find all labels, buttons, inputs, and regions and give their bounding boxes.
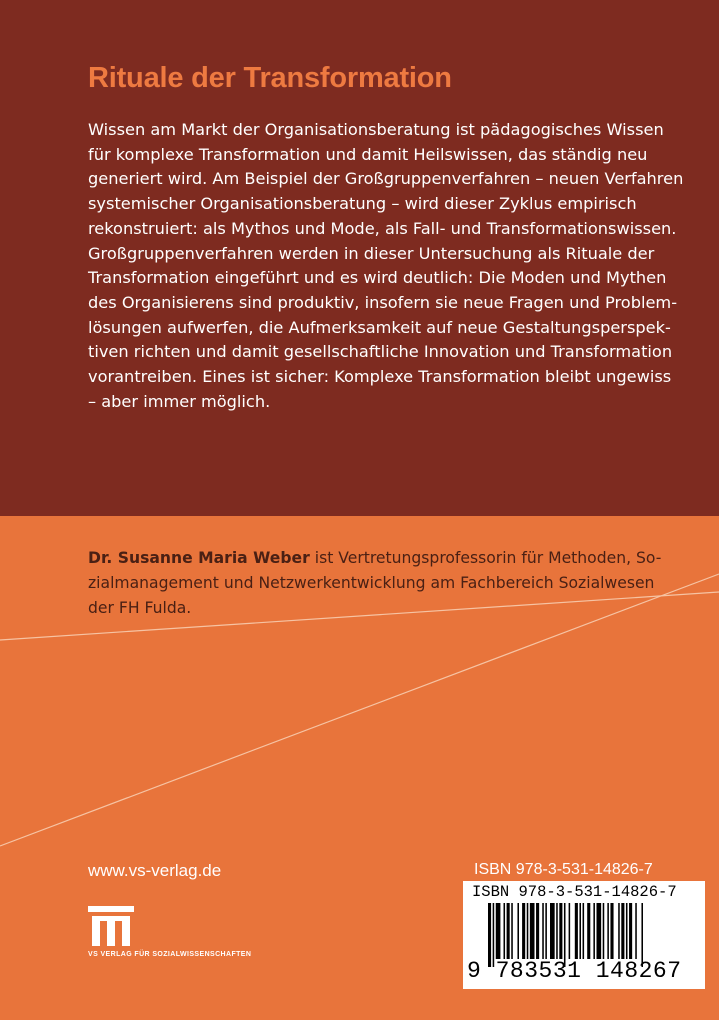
barcode-bar [629,903,632,959]
author-bio-line [88,546,661,571]
barcode-bar [527,903,529,959]
description-line: Transformation eingeführt und es wird deutlich: Die Moden und Mythen [88,268,667,288]
author-bio-text: ist Vertretungsprofessorin für Methoden, So- [309,549,662,567]
description-line: Großgruppenverfahren werden in dieser Untersuchung als Rituale der [88,243,655,263]
barcode-bar [618,903,620,959]
barcode-bar [545,903,547,959]
description-line: Wissen am Markt der Organisationsberatung ist pädagogisches Wissen [88,120,664,139]
book-title: Rituale der Transformation [88,62,452,94]
barcode-bar [517,903,519,959]
barcode-bar [522,903,525,959]
description-line: lösungen aufwerfen, die Aufmerksamkeit auf neue Gestaltungsperspek- [88,317,671,337]
barcode-bar [559,903,562,959]
barcode-bar [556,903,558,959]
barcode-bar [569,903,571,959]
barcode-bar [542,903,544,959]
barcode-bar [575,903,578,959]
barcode-bar [496,903,501,959]
description-line: rekonstruiert: als Mythos und Mode, als Fall- und Transformationswissen. [88,218,677,238]
barcode-bar [607,903,609,959]
barcode-bar [593,903,595,959]
isbn-label: ISBN 978-3-531-14826-7 [474,861,653,878]
barcode-bar [536,903,539,959]
barcode-bar [626,903,628,959]
description-line: des Organisierens sind produktiv, insofern sie neue Fragen und Problem- [88,292,678,312]
description-line: systemischer Organisationsberatung – wird dieser Zyklus empirisch [88,194,637,214]
barcode-bar [511,903,513,959]
author-bio-line: zialmanagement und Netzwerkentwicklung am Fachbereich Sozialwesen [88,574,655,592]
barcode-bar [610,903,613,959]
barcode-bar [603,903,605,959]
author-bio-line: der FH Fulda. [88,599,192,617]
barcode [463,881,705,989]
description-line: generiert wird. Am Beispiel der Großgruppenverfahren – neuen Verfahren [88,169,684,189]
barcode-bar [587,903,590,959]
barcode-digits: 9 783531 148267 [467,958,682,984]
barcode-bar [550,903,555,959]
barcode-isbn: ISBN 978-3-531-14826-7 [472,883,677,901]
description-line: vorantreiben. Eines ist sicher: Komplexe Transformation bleibt ungewiss [88,367,672,387]
description-line: tiven richten und damit gesellschaftliche Innovation und Transformation [88,342,673,362]
author-name: Dr. Susanne Maria Weber [88,549,310,567]
barcode-bar [579,903,581,959]
book-description [88,118,683,414]
publisher-website[interactable]: www.vs-verlag.de [88,861,222,880]
barcode-bar [597,903,602,959]
barcode-bar [583,903,585,959]
author-bio [88,546,661,621]
barcode-bar [504,903,506,959]
barcode-bar [635,903,637,959]
description-line: für komplexe Transformation und damit Heilswissen, das ständig neu [88,144,648,164]
barcode-bar [507,903,510,959]
publisher-logo-text: VS VERLAG FÜR SOZIALWISSENSCHAFTEN [88,951,252,958]
description-line: – aber immer möglich. [88,391,271,411]
barcode-bar [530,903,535,959]
barcode-bar [621,903,624,959]
